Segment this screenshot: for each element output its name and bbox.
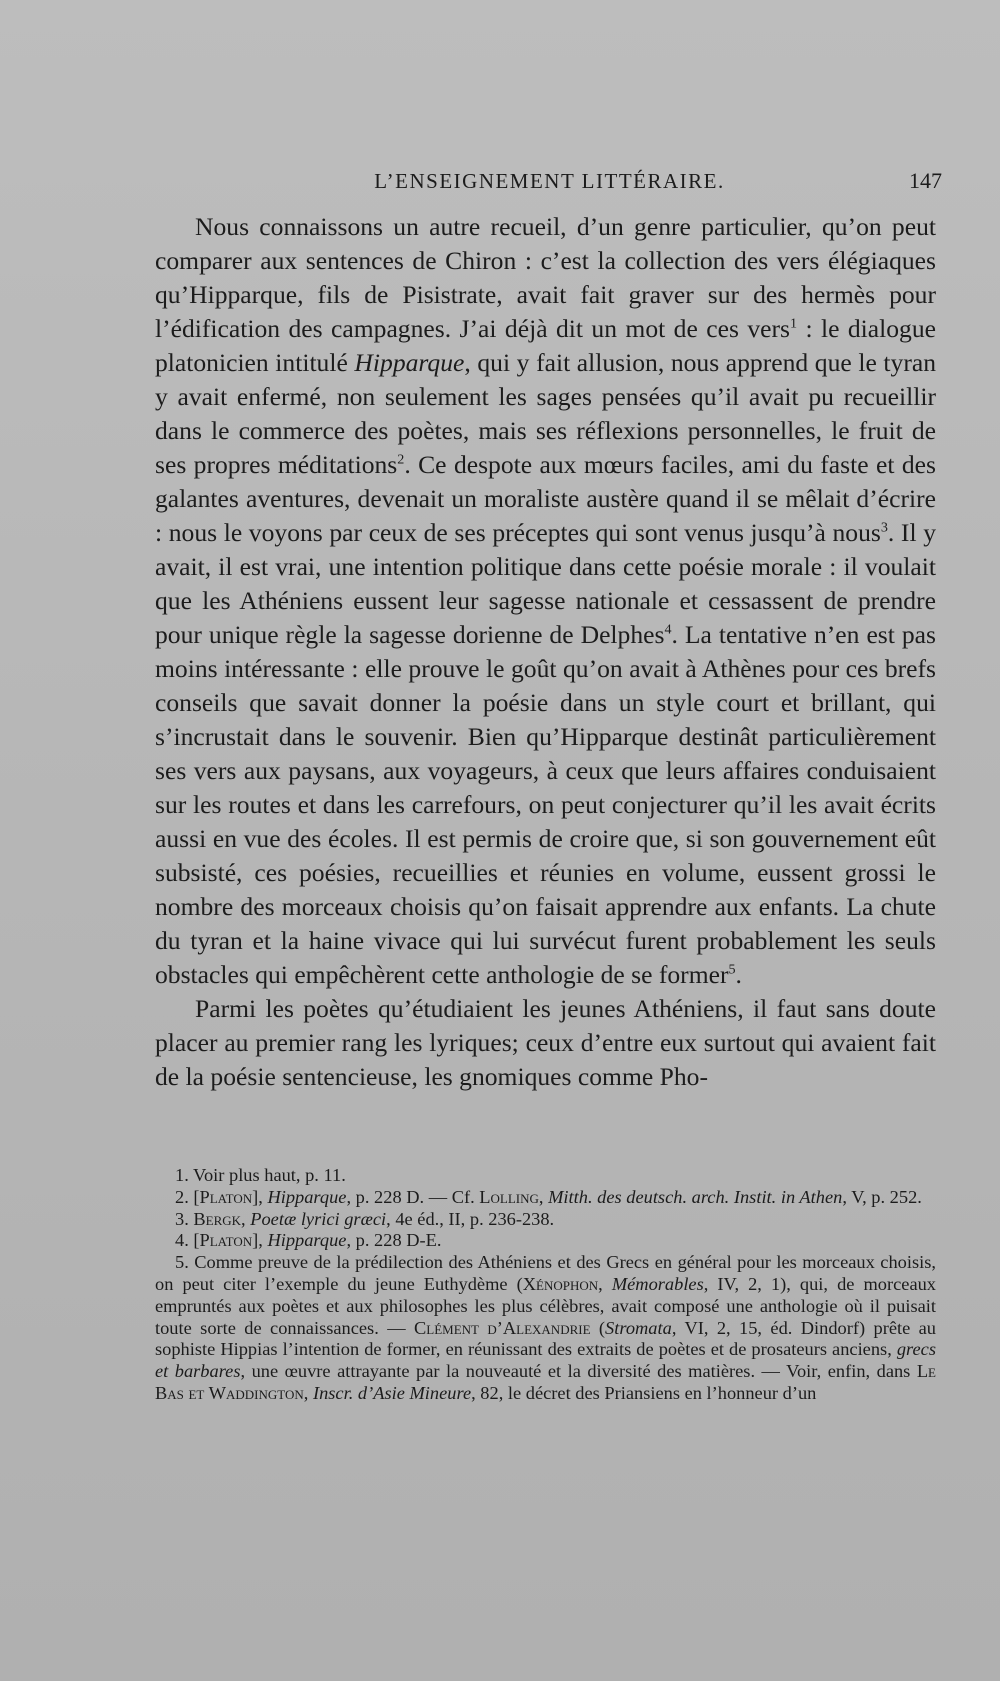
text-run: , 4e éd., II, p. 236-238. [386, 1208, 555, 1229]
text-run: , [241, 1208, 251, 1229]
work-title: Poetæ lyrici græci [250, 1208, 387, 1229]
author-name: Xénophon [522, 1273, 599, 1294]
author-name: Le Bas et Waddington [155, 1361, 937, 1403]
footnote-2 [155, 1187, 936, 1209]
author-name: Platon [199, 1186, 253, 1207]
text-run: 5. Comme preuve de la prédilection des Athéniens et des Grecs en général pour les morceaux choisis, on peut citer l’exemple du jeune Euthydème ( [155, 1252, 936, 1294]
main-text [155, 210, 936, 1094]
text-run: , 82, le décret des Priansiens en l’honneur d’un [471, 1382, 817, 1403]
footnote-ref-4: 4 [664, 621, 672, 638]
text-run: , p. 228 D. — Cf. [346, 1186, 480, 1207]
footnote-ref-2: 2 [397, 451, 405, 468]
text-run: , [598, 1273, 612, 1294]
work-title: Inscr. d’Asie Mineure [312, 1382, 472, 1403]
paragraph-lyric-poets: Parmi les poètes qu’étudiaient les jeunes Athéniens, il faut sans doute placer au premier rang les lyriques; ceux d’entre eux surtout qui avaient fait de la poésie sentencieuse, les gnomiques comme Pho- [155, 994, 936, 1091]
work-title: Hipparque [267, 1186, 347, 1207]
work-title: Mémorables [611, 1273, 704, 1294]
footnote-ref-5: 5 [728, 961, 736, 978]
text-run: , [538, 1186, 549, 1207]
paragraph-hipparchus [155, 210, 936, 992]
text-run: , IV, 2, 1), qui, de morceaux empruntés aux poètes et aux philosophes les plus célèbres, avait composé une anthologie où il puisait toute sorte de connaissances. — [155, 1273, 936, 1338]
text-run: 3. [175, 1208, 194, 1229]
footnote-4 [155, 1230, 936, 1252]
text-run: . Ce despote aux mœurs faciles, ami du faste et des galantes aventures, devenait un moraliste austère quand il se mêlait d’écrire : nous le voyons par ceux de ses préceptes qui sont venus jusqu’à nous [155, 450, 936, 547]
footnote-ref-3: 3 [880, 519, 888, 536]
text-run: , V, p. 252. [842, 1186, 922, 1207]
page-number: 147 [909, 168, 942, 193]
text-run: 4. [ [175, 1230, 200, 1251]
text-run: ], [252, 1230, 268, 1251]
footnote-ref-1: 1 [789, 315, 798, 332]
text-run: Nous connaissons un autre recueil, d’un genre particulier, qu’on peut comparer aux sentences de Chiron : c’est la collection des vers élégiaques qu’Hipparque, fils de Pisistrate, avait fait graver sur des hermès pour l’édification des campagnes. J’ai déjà dit un mot de ces vers [155, 212, 936, 343]
work-title: Stromata [605, 1317, 672, 1338]
work-title: Hipparque [267, 1230, 347, 1251]
work-title: Mitth. des deutsch. arch. Instit. in Athen [548, 1186, 843, 1207]
text-run: . Il y avait, il est vrai, une intention politique dans cette poésie morale : il voulait que les Athéniens eussent leur sagesse nationale et cessassent de prendre pour unique règle la sagesse dorienne de Delphes [155, 518, 936, 649]
author-name: Bergk [193, 1208, 242, 1229]
emphasis: grecs et barbares [155, 1339, 936, 1382]
text-run: . [735, 960, 742, 989]
text-run: , [303, 1382, 313, 1403]
text-run: 2. [ [175, 1186, 200, 1207]
text-run: , p. 228 D-E. [346, 1230, 442, 1251]
work-title: Hipparque [354, 348, 465, 377]
text-run: ( [590, 1317, 606, 1338]
footnote-3 [155, 1209, 936, 1231]
footnote-1: 1. Voir plus haut, p. 11. [175, 1165, 346, 1185]
text-run: , VI, 2, 15, éd. Dindorf) prête au sophiste Hippias l’intention de former, en réunissant des extraits de poètes et de prosateurs anciens, [155, 1317, 936, 1360]
text-run: ], [252, 1186, 268, 1207]
running-head: L’ENSEIGNEMENT LITTÉRAIRE. [374, 169, 725, 193]
author-name: Lolling [479, 1186, 539, 1207]
author-name: Clément d’Alexandrie [413, 1317, 591, 1338]
text-run: , une œuvre attrayante par la nouveauté et la diversité des matières. — Voir, enfin, dans [240, 1361, 917, 1382]
author-name: Platon [199, 1230, 253, 1251]
text-run: : le dialogue platonicien intitulé [155, 314, 937, 377]
page-header [150, 168, 942, 202]
text-run: . La tentative n’en est pas moins intéressante : elle prouve le goût qu’on avait à Athènes pour ces brefs conseils que savait donner la poésie dans un style court et brillant, qui s’incrustait dans le souvenir. Bien qu’Hipparque destinât particulièrement ses vers aux paysans, aux voyageurs, à ceux que leurs affaires conduisaient sur les routes et dans les carrefours, on peut conjecturer qu’il les avait écrits aussi en vue des écoles. Il est permis de croire que, si son gouvernement eût subsisté, ces poésies, recueillies et réunies en volume, eussent grossi le nombre des morceaux choisis qu’on faisait apprendre aux enfants. La chute du tyran et la haine vivace qui lui survécut furent probablement les seuls obstacles qui empêchèrent cette anthologie de se former [155, 620, 936, 989]
footnote-5 [155, 1252, 936, 1405]
footnotes [155, 1165, 936, 1405]
text-run: , qui y fait allusion, nous apprend que le tyran y avait enfermé, non seulement les sages pensées qu’il avait pu recueillir dans le commerce des poètes, mais ses réflexions personnelles, le fruit de ses propres méditations [155, 348, 937, 479]
